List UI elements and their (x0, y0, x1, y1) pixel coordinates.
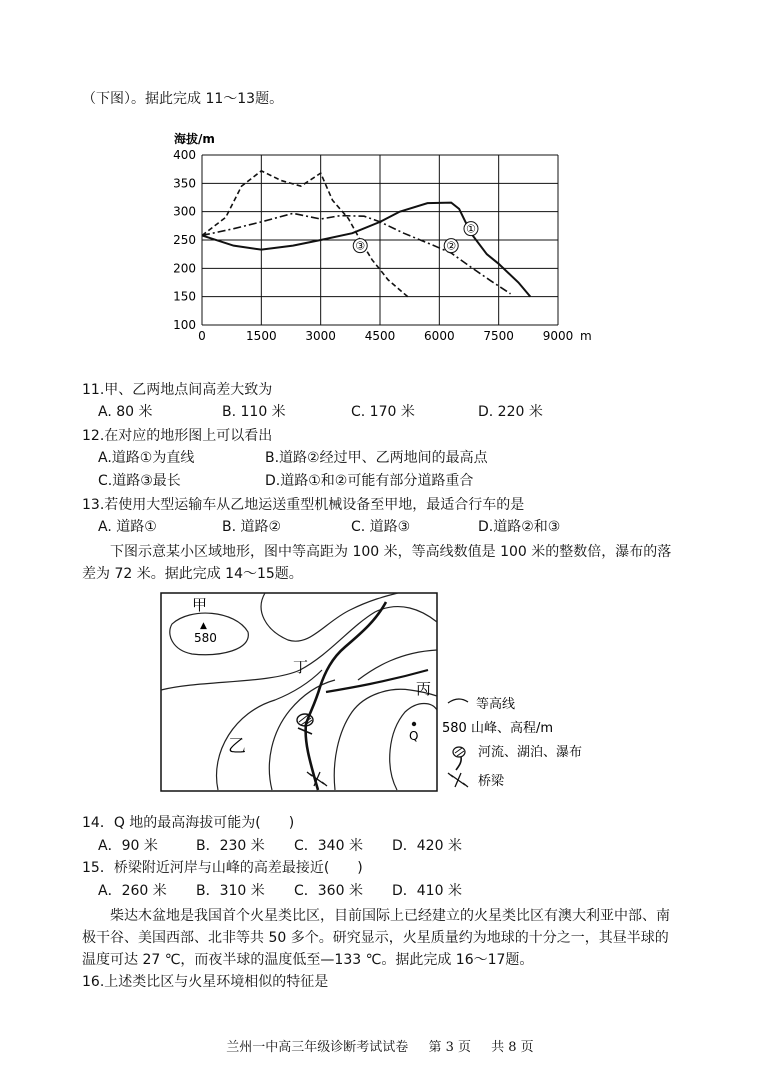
footer-total: 共 8 页 (491, 1040, 534, 1055)
intro-paragraph-14-15-text: 下图示意某小区域地形，图中等高距为 100 米，等高线数值是 100 米的整数倍，瀑布的落差为 72 米。据此完成 14～15题。 (82, 544, 672, 582)
intro-line: （下图）。据此完成 11～13题。 (82, 91, 284, 107)
x-tick-label: 4500 (364, 329, 396, 343)
q14-option-b[interactable]: B．230 米 (196, 838, 265, 854)
series-label: ① (466, 222, 476, 236)
intro-paragraph-16-17 (82, 905, 682, 971)
contour-line-5 (334, 689, 437, 790)
q13-stem: 13.若使用大型运输车从乙地运送重型机械设备至甲地，最适合行车的是 (82, 497, 525, 513)
label-jia: 甲 (192, 596, 208, 614)
q13-option-a[interactable]: A. 道路① (98, 519, 157, 535)
q15-option-d[interactable]: D．410 米 (392, 883, 462, 899)
x-tick-label: 1500 (246, 329, 277, 343)
river-tributary (326, 670, 428, 692)
y-tick-label: 250 (173, 233, 196, 247)
q12-option-d[interactable]: D.道路①和②可能有部分道路重合 (265, 473, 474, 489)
intro-paragraph-16-17-text: 柴达木盆地是我国首个火星类比区，目前国际上已经建立的火星类比区有澳大利亚中部、南极干谷、美国西部、北非等共 50 多个。研究显示，火星质量约为地球的十分之一，其昼半球的温度可达 27 ℃，而夜半球的温度低至—133 ℃。据此完成 16～17题。 (82, 908, 670, 968)
q13-option-c[interactable]: C. 道路③ (351, 519, 411, 535)
y-tick-label: 150 (173, 289, 196, 304)
x-tick-label: 6000 (424, 329, 455, 343)
q12-stem: 12.在对应的地形图上可以看出 (82, 428, 273, 444)
label-q: Q (409, 729, 419, 743)
x-axis-unit: m (580, 329, 592, 343)
elevation-profile-chart (160, 125, 600, 350)
point-q-dot (412, 722, 416, 726)
y-tick-label: 100 (173, 318, 196, 332)
q15-option-b[interactable]: B．310 米 (196, 883, 265, 899)
series-label: ③ (355, 239, 366, 253)
q15-stem: 15．桥梁附近河岸与山峰的高差最接近( ) (82, 860, 363, 876)
series-line-3 (202, 171, 408, 297)
q12-option-c[interactable]: C.道路③最长 (98, 473, 181, 489)
contour-line-q (390, 704, 437, 791)
x-tick-label: 3000 (305, 329, 336, 343)
label-yi: 乙 (228, 736, 246, 757)
q14-stem: 14．Q 地的最高海拔可能为( ) (82, 815, 295, 831)
y-tick-label: 300 (173, 204, 196, 219)
q12-option-a[interactable]: A.道路①为直线 (98, 450, 195, 466)
legend-contour: 等高线 (476, 697, 516, 712)
q11-option-a[interactable]: A. 80 米 (98, 404, 153, 420)
q14-option-d[interactable]: D．420 米 (392, 838, 462, 854)
legend-bridge: 桥梁 (478, 774, 505, 789)
x-tick-label: 0 (198, 329, 206, 343)
q11-stem: 11.甲、乙两地点间高差大致为 (82, 382, 273, 398)
contour-map (160, 592, 600, 797)
legend-peak: 580 山峰、高程/m (442, 721, 553, 736)
q13-option-d[interactable]: D.道路②和③ (478, 519, 561, 535)
legend-contour-icon (448, 699, 468, 703)
y-tick-label: 400 (173, 148, 196, 162)
q14-option-a[interactable]: A．90 米 (98, 838, 158, 854)
q16-stem: 16.上述类比区与火星环境相似的特征是 (82, 974, 329, 990)
footer-page: 第 3 页 (428, 1040, 471, 1055)
legend-water: 河流、湖泊、瀑布 (478, 745, 583, 760)
q11-option-c[interactable]: C. 170 米 (351, 404, 415, 420)
page-footer (0, 1036, 760, 1055)
label-bing: 丙 (416, 680, 432, 698)
q11-option-b[interactable]: B. 110 米 (222, 404, 286, 420)
y-tick-label: 350 (173, 176, 196, 191)
footer-school: 兰州一中高三年级诊断考试试卷 (226, 1040, 409, 1055)
contour-line-4 (269, 680, 335, 790)
legend-water-icon (453, 747, 465, 770)
label-peak-elevation: 580 (194, 631, 217, 645)
legend-bridge-icon (448, 773, 468, 787)
q14-option-c[interactable]: C．340 米 (294, 838, 363, 854)
q11-option-d[interactable]: D. 220 米 (478, 404, 543, 420)
x-tick-label: 7500 (483, 329, 514, 343)
q12-option-b[interactable]: B.道路②经过甲、乙两地间的最高点 (265, 450, 488, 466)
q15-option-c[interactable]: C．360 米 (294, 883, 363, 899)
chart-y-label: 海拔/m (174, 132, 215, 146)
label-ding: 丁 (293, 658, 309, 676)
series-label: ② (446, 239, 457, 253)
x-tick-label: 9000 (542, 329, 574, 343)
peak-triangle-icon: ▲ (200, 621, 207, 631)
q15-option-a[interactable]: A．260 米 (98, 883, 167, 899)
q13-option-b[interactable]: B. 道路② (222, 519, 282, 535)
contour-line-6 (358, 650, 437, 680)
intro-paragraph-14-15 (82, 541, 682, 585)
river (306, 602, 386, 790)
y-tick-label: 200 (173, 261, 196, 276)
